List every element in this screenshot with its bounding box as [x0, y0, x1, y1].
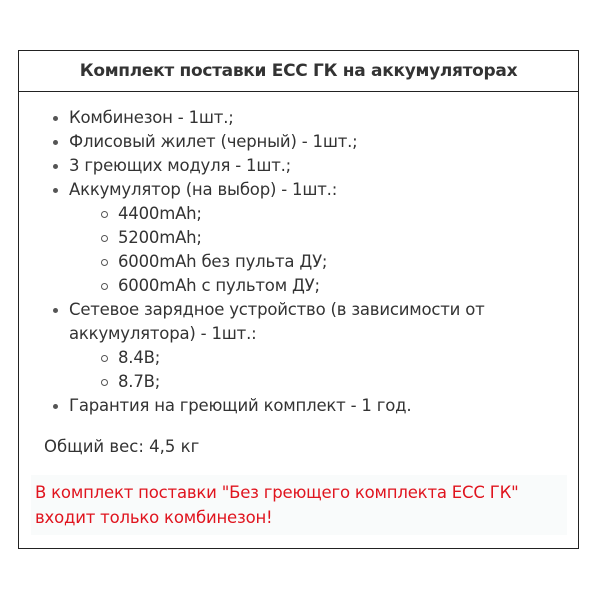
sub-item: 5200mAh;: [101, 226, 539, 250]
item-label: Сетевое зарядное устройство (в зависимости от аккумулятора) - 1шт.:: [69, 300, 485, 343]
items-list: [51, 106, 539, 418]
sub-item: 4400mAh;: [101, 202, 539, 226]
item-label: Аккумулятор (на выбор) - 1шт.:: [69, 180, 338, 199]
charger-options: [69, 346, 539, 394]
sub-item: 6000mAh с пультом ДУ;: [101, 274, 539, 298]
total-weight: Общий вес: 4,5 кг: [44, 437, 200, 456]
sub-item: 8.4В;: [101, 346, 539, 370]
warning-note: В комплект поставки "Без греющего комплекта ЕСС ГК" входит только комбинезон!: [31, 475, 567, 535]
list-item: [51, 298, 539, 394]
item-label: Комбинезон - 1шт.;: [69, 108, 234, 127]
panel-title: Комплект поставки ЕСС ГК на аккумуляторах: [19, 51, 578, 92]
item-label: Флисовый жилет (черный) - 1шт.;: [69, 132, 358, 151]
delivery-set-panel: [18, 50, 579, 549]
list-item: [51, 130, 539, 154]
battery-options: [69, 202, 539, 298]
list-item: [51, 178, 539, 298]
item-label: 3 греющих модуля - 1шт.;: [69, 156, 292, 175]
list-item: [51, 154, 539, 178]
list-item: [51, 394, 539, 418]
list-item: [51, 106, 539, 130]
sub-item: 6000mAh без пульта ДУ;: [101, 250, 539, 274]
item-label: Гарантия на греющий комплект - 1 год.: [69, 396, 412, 415]
sub-item: 8.7В;: [101, 370, 539, 394]
